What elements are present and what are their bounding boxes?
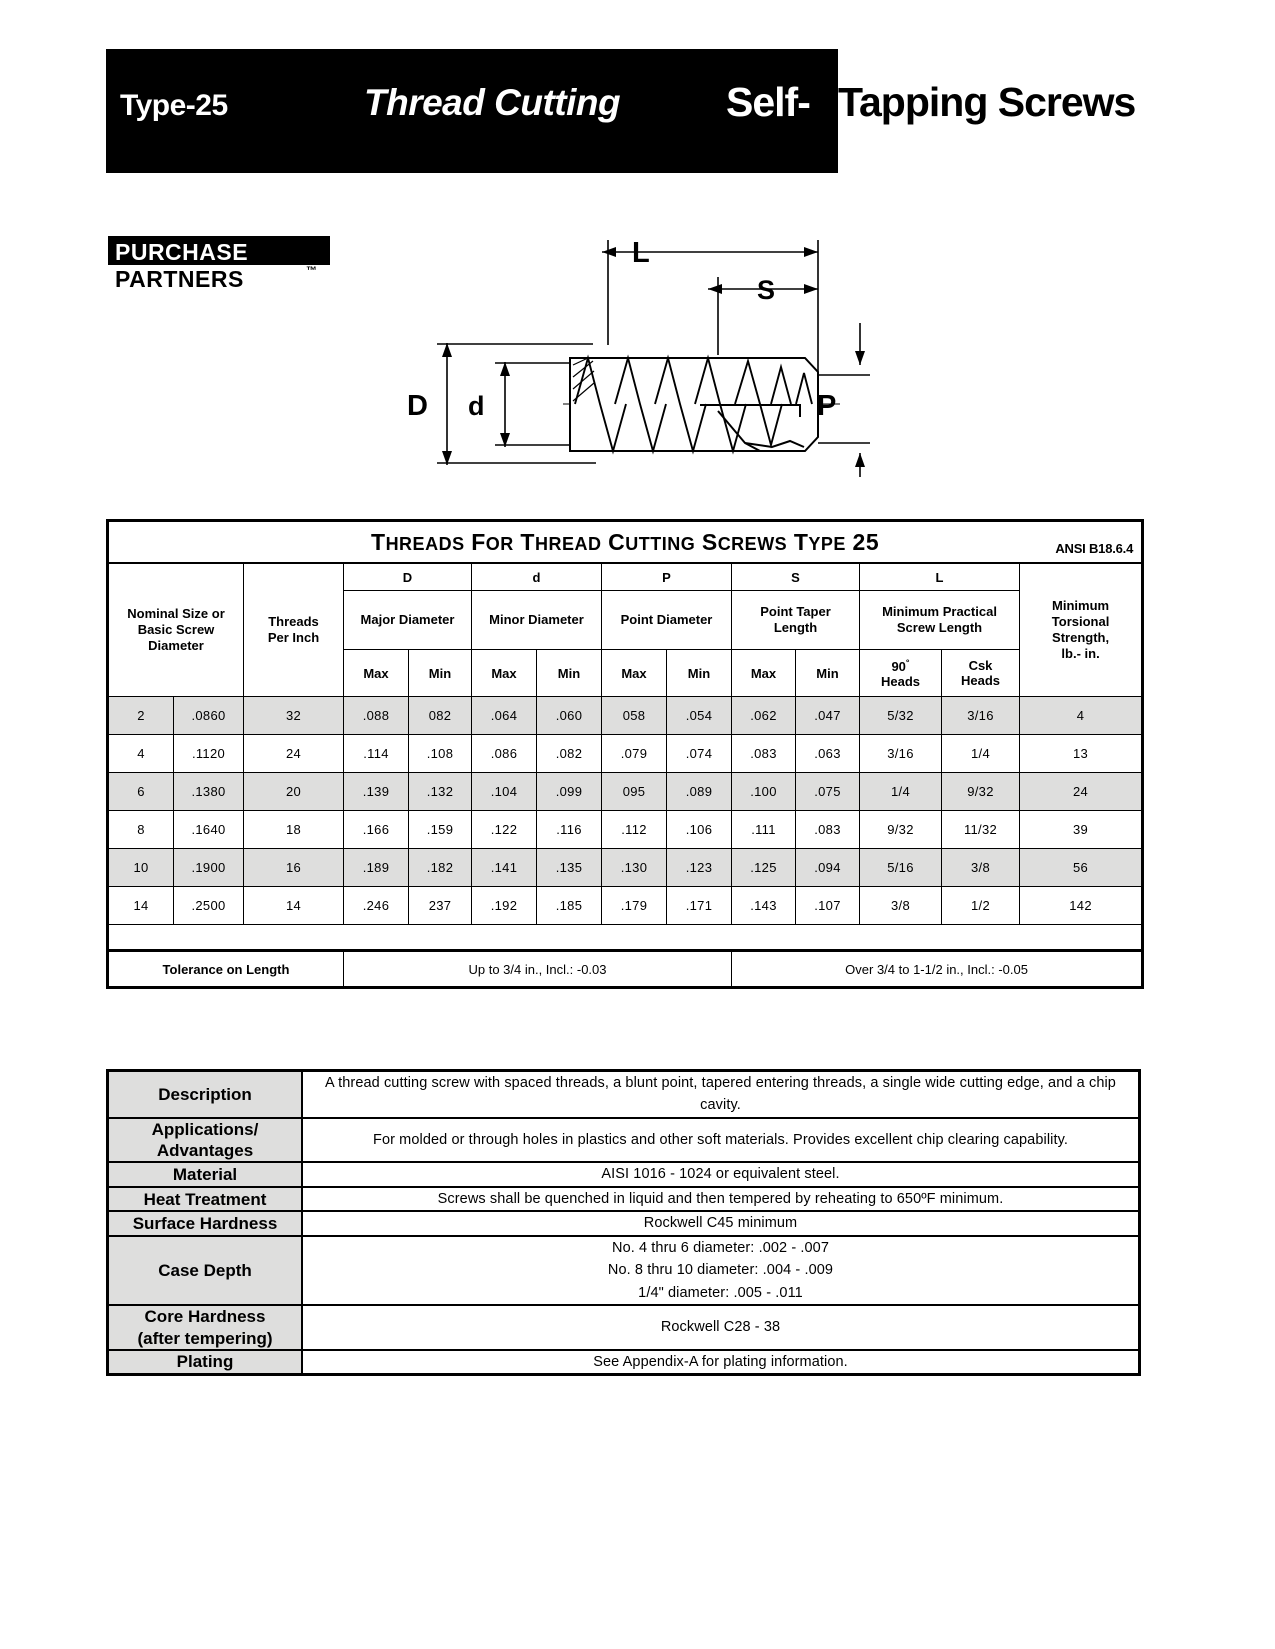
tolerance-up-to: Up to 3/4 in., Incl.: -0.03: [344, 951, 732, 988]
subheader-P-min: Min: [667, 650, 732, 697]
cell-tpi: 18: [244, 811, 344, 849]
cell-l_90: 9/32: [860, 811, 942, 849]
cell-p_min: .123: [667, 849, 732, 887]
cell-dm_min: .185: [537, 887, 602, 925]
cell-size: 8: [108, 811, 174, 849]
cell-dm_max: .104: [472, 773, 537, 811]
specification-table-container: [106, 1069, 1141, 1376]
table-row: [108, 849, 1143, 887]
purchase-partners-logo: [108, 236, 338, 298]
subheader-D-min: Min: [409, 650, 472, 697]
cell-l_90: 5/16: [860, 849, 942, 887]
table-row: [108, 811, 1143, 849]
cell-p_min: .074: [667, 735, 732, 773]
group-letter-d: d: [472, 563, 602, 591]
spec-row-value: For molded or through holes in plastics and other soft materials. Provides excellent chip clearing capability.: [302, 1118, 1140, 1163]
table-row: [108, 697, 1143, 735]
header-nominal-size: Nominal Size or Basic Screw Diameter: [108, 563, 244, 697]
cell-l_90: 3/8: [860, 887, 942, 925]
spec-row-label: Heat Treatment: [108, 1187, 303, 1211]
cell-p_min: .171: [667, 887, 732, 925]
cell-l_csk: 1/4: [942, 735, 1020, 773]
threads-specification-table: [106, 519, 1144, 989]
cell-basic: .0860: [174, 697, 244, 735]
cell-d_max: .189: [344, 849, 409, 887]
cell-l_csk: 11/32: [942, 811, 1020, 849]
cell-dm_max: .192: [472, 887, 537, 925]
cell-basic: .1900: [174, 849, 244, 887]
cell-d_min: .132: [409, 773, 472, 811]
cell-basic: .1640: [174, 811, 244, 849]
cell-size: 2: [108, 697, 174, 735]
subheader-D-max: Max: [344, 650, 409, 697]
header-point-taper-length: Point Taper Length: [732, 591, 860, 650]
cell-d_max: .139: [344, 773, 409, 811]
cell-basic: .1120: [174, 735, 244, 773]
cell-dm_min: .060: [537, 697, 602, 735]
diagram-label-d: d: [468, 391, 485, 421]
cell-s_min: .107: [796, 887, 860, 925]
spec-row: [108, 1071, 1140, 1118]
cell-l_csk: 3/16: [942, 697, 1020, 735]
tolerance-over: Over 3/4 to 1-1/2 in., Incl.: -0.05: [732, 951, 1143, 988]
header-type-label: Type-25: [120, 89, 228, 122]
group-letter-P: P: [602, 563, 732, 591]
logo-line-purchase: PURCHASE: [115, 239, 249, 265]
cell-l_90: 3/16: [860, 735, 942, 773]
spec-row-value: A thread cutting screw with spaced threads, a blunt point, tapered entering threads, a single wide cutting edge, and a chip cavity.: [302, 1071, 1140, 1118]
tolerance-label: Tolerance on Length: [108, 951, 344, 988]
spec-row-label: Core Hardness (after tempering): [108, 1305, 303, 1350]
tolerance-row: [108, 951, 1143, 988]
subheader-d-min: Min: [537, 650, 602, 697]
spec-row: [108, 1350, 1140, 1375]
subheader-P-max: Max: [602, 650, 667, 697]
spec-row-label: Plating: [108, 1350, 303, 1375]
cell-dm_min: .116: [537, 811, 602, 849]
cell-dm_max: .086: [472, 735, 537, 773]
group-letter-S: S: [732, 563, 860, 591]
spec-row: [108, 1305, 1140, 1350]
cell-d_max: .246: [344, 887, 409, 925]
cell-d_min: .159: [409, 811, 472, 849]
subheader-csk-heads-text: Csk Heads: [960, 658, 1001, 688]
cell-s_min: .094: [796, 849, 860, 887]
cell-dm_max: .064: [472, 697, 537, 735]
cell-basic: .1380: [174, 773, 244, 811]
spec-row-value: Screws shall be quenched in liquid and then tempered by reheating to 650ºF minimum.: [302, 1187, 1140, 1211]
cell-tpi: 16: [244, 849, 344, 887]
cell-torsion: 56: [1020, 849, 1143, 887]
spec-row-value: Rockwell C28 - 38: [302, 1305, 1140, 1350]
table-title-row: [108, 521, 1143, 564]
cell-d_max: .114: [344, 735, 409, 773]
table-row: [108, 887, 1143, 925]
threads-table-container: [106, 519, 1141, 989]
subheader-90-heads: [860, 650, 942, 697]
spec-row: [108, 1162, 1140, 1186]
header-self-label: Self-: [726, 79, 810, 125]
header-thread-cutting-label: Thread Cutting: [364, 82, 621, 123]
cell-dm_max: .141: [472, 849, 537, 887]
screw-diagram-svg: [400, 215, 890, 480]
cell-s_max: .062: [732, 697, 796, 735]
header-point-diameter: Point Diameter: [602, 591, 732, 650]
header-minor-diameter: Minor Diameter: [472, 591, 602, 650]
group-letter-row: [108, 563, 1143, 591]
cell-dm_max: .122: [472, 811, 537, 849]
spec-row: [108, 1187, 1140, 1211]
group-letter-D: D: [344, 563, 472, 591]
diagram-label-P: P: [817, 390, 837, 422]
cell-l_csk: 1/2: [942, 887, 1020, 925]
spec-row: [108, 1236, 1140, 1305]
group-letter-L: L: [860, 563, 1020, 591]
subheader-90-heads-text: 90° Heads: [880, 657, 921, 689]
diagram-label-S: S: [757, 275, 776, 305]
cell-s_max: .111: [732, 811, 796, 849]
cell-l_csk: 9/32: [942, 773, 1020, 811]
diagram-label-L: L: [632, 237, 650, 269]
subheader-S-min: Min: [796, 650, 860, 697]
cell-size: 4: [108, 735, 174, 773]
subheader-S-max: Max: [732, 650, 796, 697]
table-row: [108, 773, 1143, 811]
cell-l_90: 1/4: [860, 773, 942, 811]
trademark-symbol: ™: [306, 265, 317, 277]
page-header: [106, 49, 1156, 173]
cell-s_max: .083: [732, 735, 796, 773]
cell-d_min: 082: [409, 697, 472, 735]
cell-dm_min: .099: [537, 773, 602, 811]
table-spacer-row: [108, 925, 1143, 951]
cell-p_max: 095: [602, 773, 667, 811]
cell-p_max: 058: [602, 697, 667, 735]
header-tapping-screws-label: Tapping Screws: [838, 79, 1136, 125]
table-row: [108, 735, 1143, 773]
spec-row-value: Rockwell C45 minimum: [302, 1211, 1140, 1235]
cell-s_min: .075: [796, 773, 860, 811]
diagram-label-D: D: [407, 390, 428, 422]
cell-d_min: .108: [409, 735, 472, 773]
cell-p_max: .079: [602, 735, 667, 773]
cell-tpi: 24: [244, 735, 344, 773]
cell-l_csk: 3/8: [942, 849, 1020, 887]
cell-torsion: 39: [1020, 811, 1143, 849]
logo-line-partners: PARTNERS: [115, 266, 244, 292]
cell-torsion: 13: [1020, 735, 1143, 773]
cell-p_max: .130: [602, 849, 667, 887]
subheader-d-max: Max: [472, 650, 537, 697]
cell-basic: .2500: [174, 887, 244, 925]
header-min-practical-screw-length: Minimum Practical Screw Length: [860, 591, 1020, 650]
cell-size: 14: [108, 887, 174, 925]
cell-tpi: 14: [244, 887, 344, 925]
table-title-cell: [108, 521, 1143, 564]
spec-row-value: See Appendix-A for plating information.: [302, 1350, 1140, 1375]
header-major-diameter: Major Diameter: [344, 591, 472, 650]
screw-dimension-diagram: [400, 215, 890, 480]
cell-s_max: .143: [732, 887, 796, 925]
cell-dm_min: .082: [537, 735, 602, 773]
cell-s_min: .063: [796, 735, 860, 773]
cell-s_min: .083: [796, 811, 860, 849]
spec-row-label: Surface Hardness: [108, 1211, 303, 1235]
cell-d_max: .088: [344, 697, 409, 735]
spacer-cell: [108, 925, 1143, 951]
cell-p_min: .054: [667, 697, 732, 735]
spec-row: [108, 1211, 1140, 1235]
cell-tpi: 32: [244, 697, 344, 735]
cell-d_max: .166: [344, 811, 409, 849]
specification-table: [106, 1069, 1141, 1376]
cell-torsion: 24: [1020, 773, 1143, 811]
spec-row-value: AISI 1016 - 1024 or equivalent steel.: [302, 1162, 1140, 1186]
cell-torsion: 142: [1020, 887, 1143, 925]
cell-p_max: .179: [602, 887, 667, 925]
cell-s_max: .125: [732, 849, 796, 887]
cell-d_min: .182: [409, 849, 472, 887]
cell-p_min: .089: [667, 773, 732, 811]
spec-row-label: Case Depth: [108, 1236, 303, 1305]
subheader-csk-heads: [942, 650, 1020, 697]
cell-dm_min: .135: [537, 849, 602, 887]
cell-torsion: 4: [1020, 697, 1143, 735]
cell-tpi: 20: [244, 773, 344, 811]
cell-size: 6: [108, 773, 174, 811]
cell-d_min: 237: [409, 887, 472, 925]
spec-row-label: Material: [108, 1162, 303, 1186]
spec-row-value: No. 4 thru 6 diameter: .002 - .007 No. 8 thru 10 diameter: .004 - .009 1/4" diameter: .005 - .011: [302, 1236, 1140, 1305]
cell-p_min: .106: [667, 811, 732, 849]
cell-s_min: .047: [796, 697, 860, 735]
header-min-torsional-strength: Minimum Torsional Strength, lb.- in.: [1020, 563, 1143, 697]
cell-s_max: .100: [732, 773, 796, 811]
ansi-standard-label: ANSI B18.6.4: [1055, 541, 1134, 556]
spec-row: [108, 1118, 1140, 1163]
cell-l_90: 5/32: [860, 697, 942, 735]
header-threads-per-inch: Threads Per Inch: [244, 563, 344, 697]
cell-size: 10: [108, 849, 174, 887]
spec-row-label: Description: [108, 1071, 303, 1118]
table-title-text: THREADS FOR THREAD CUTTING SCREWS TYPE 25: [371, 528, 880, 555]
cell-p_max: .112: [602, 811, 667, 849]
spec-row-label: Applications/ Advantages: [108, 1118, 303, 1163]
